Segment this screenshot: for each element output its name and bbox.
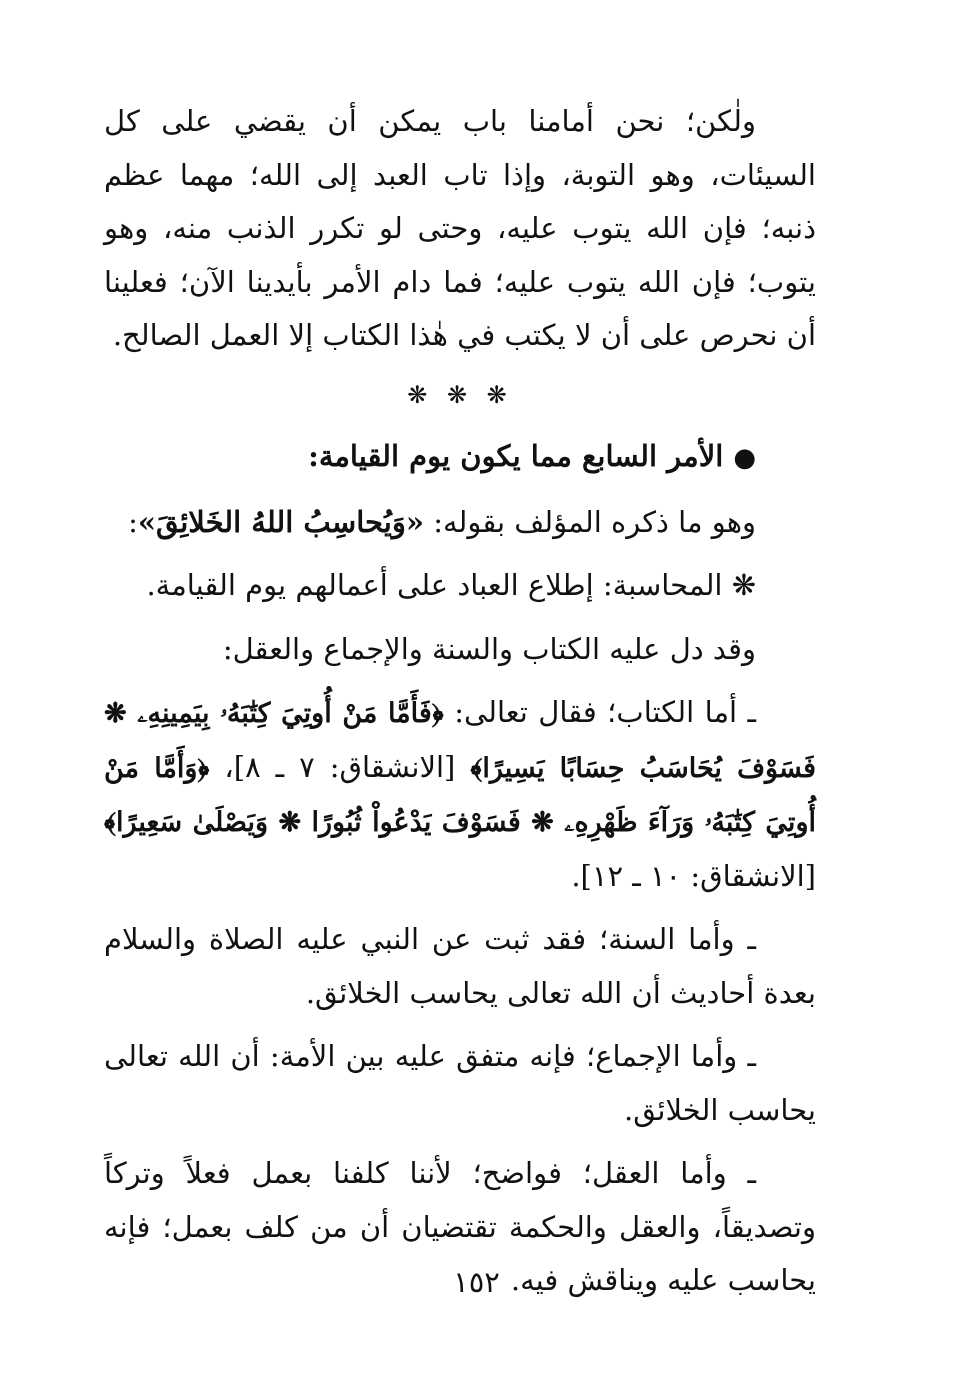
quran-verse-2: ﴿وَأَمَّا مَنْ أُوتِيَ كِتَٰبَهُۥ وَرَآءَ ظَهْرِهِۦ ❋ فَسَوْفَ يَدْعُواْ ثُبُورًا ❋ وَيَصْلَىٰ سَعِيرًا﴾ xyxy=(104,752,816,838)
author-quote-text: «وَيُحاسِبُ اللهُ الخَلائِقَ» xyxy=(137,504,424,539)
verse-reference-1: [الانشقاق: ٧ ـ ٨]، xyxy=(224,749,456,784)
author-intro-text: وهو ما ذكره المؤلف بقوله: xyxy=(433,504,756,539)
author-quote-end: : xyxy=(128,504,138,539)
page-text-body xyxy=(104,95,816,1308)
bullet-icon: ● xyxy=(733,443,756,473)
paragraph-ijma: ـ وأما الإجماع؛ فإنه متفق عليه بين الأمة: أن الله تعالى يحاسب الخلائق. xyxy=(104,1039,816,1127)
paragraph-author-quote xyxy=(104,496,816,550)
paragraph-sunnah: ـ وأما السنة؛ فقد ثبت عن النبي عليه الصلاة والسلام بعدة أحاديث أن الله تعالى يحاسب الخلائق. xyxy=(104,922,816,1010)
section-heading xyxy=(104,430,816,486)
page-number: ١٥٢ xyxy=(453,1265,500,1299)
section-separator: ❋ ❋ ❋ xyxy=(407,380,513,409)
section-heading-text: الأمر السابع مما يكون يوم القيامة: xyxy=(308,439,724,473)
paragraph-kitab xyxy=(104,686,816,903)
paragraph-evidence-intro: وقد دل عليه الكتاب والسنة والإجماع والعقل: xyxy=(222,631,756,666)
paragraph-aql: ـ وأما العقل؛ فواضح؛ لأننا كلفنا بعمل فعلاً وتركاً وتصديقاً، والعقل والحكمة تقتضيان أن من كلف بعمل؛ فإنه يحاسب عليه ويناقش فيه. xyxy=(104,1156,816,1297)
quran-verse-1: ﴿فَأَمَّا مَنْ أُوتِيَ كِتَٰبَهُۥ بِيَمِينِهِۦ ❋ فَسَوْفَ يُحَاسَبُ حِسَابًا يَسِيرًا﴾ xyxy=(104,698,817,784)
verse-reference-2: [الانشقاق: ١٠ ـ ١٢]. xyxy=(571,858,816,893)
kitab-intro-text: ـ أما الكتاب؛ فقال تعالى: xyxy=(454,695,756,729)
paragraph-repentance: ولٰكن؛ نحن أمامنا باب يمكن أن يقضي على كل السيئات، وهو التوبة، وإذا تاب العبد إلى الله؛ مهما عظم ذنبه؛ فإن الله يتوب عليه، وحتى لو تكرر الذنب منه، وهو يتوب؛ فإن الله يتوب عليه؛ فما دام الأمر بأيدينا الآن؛ فعلينا أن نحرص على أن لا يكتب في هٰذا الكتاب إلا العمل الصالح. xyxy=(104,104,816,352)
paragraph-definition: ❋ المحاسبة: إطلاع العباد على أعمالهم يوم القيامة. xyxy=(146,568,756,602)
